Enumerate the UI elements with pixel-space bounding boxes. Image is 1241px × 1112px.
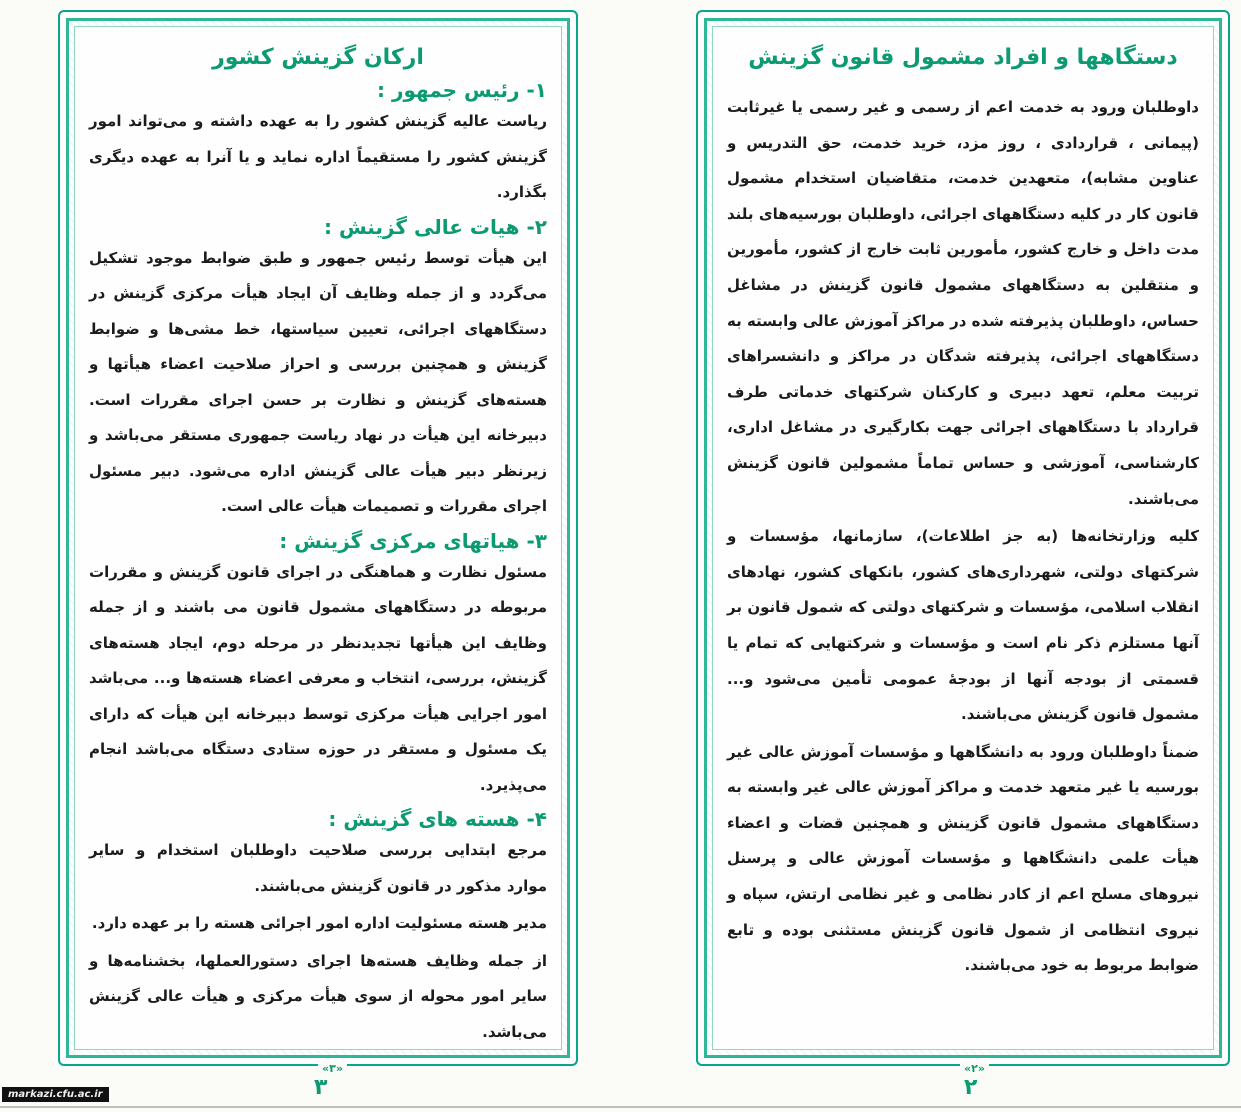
section-paragraph: از جمله وظایف هسته‌ها اجرای دستورالعملها، بخشنامه‌ها و سایر امور محوله از سوی هیأت مرکزی و هیأت عالی گزینش می‌باشد.	[89, 951, 547, 1041]
right-page-content	[712, 26, 1214, 1050]
page-title: دستگاهها و افراد مشمول قانون گزینش	[748, 45, 1178, 70]
body-paragraph: داوطلبان ورود به خدمت اعم از رسمی و غیر رسمی یا غیرثابت (پیمانی ، قراردادی ، روز مزد، خرید خدمت، حق التدریس و عناوین مشابه)، متعهدین خدمت، متقاضیان استخدام مشمول قانون کار در کلیه دستگاههای اجرائی، داوطلبان بورسیه‌های بلند مدت داخل و خارج کشور، مأمورین ثابت خارج از کشور، مأمورین و منتقلین به دستگاههای مشمول قانون گزینش در مشاغل حساس، داوطلبان پذیرفته شده در مراکز آموزش عالی وابسته به دستگاههای اجرائی، پذیرفته شدگان در مراکز و دانشسراهای تربیت معلم، تعهد دبیری و کارکنان شرکتهای خدماتی طرف قرارداد با دستگاههای اجرائی جهت بکارگیری در مشاغل اداری، کارشناسی، آموزشی و حساس تماماً مشمولین قانون گزینش می‌باشند.	[727, 98, 1199, 508]
section-heading-president: ۱- رئیس جمهور :	[377, 78, 547, 102]
scan-bottom-edge	[0, 1106, 1241, 1108]
right-page	[696, 10, 1230, 1100]
section-paragraph: این هیأت توسط رئیس جمهور و طبق ضوابط موجود تشکیل می‌گردد و از جمله وظایف آن ایجاد هیأت مرکزی گزینش در دستگاههای اجرائی، تعیین سیاستها، خط مشی‌ها و ضوابط گزینش و همچنین بررسی و احراز صلاحیت اعضاء هیأتها و هسته‌های گزینش و نظارت بر حسن اجرای مقررات است. دبیرخانه این هیأت در نهاد ریاست جمهوری مستقر می‌باشد و زیرنظر دبیر هیأت عالی گزینش اداره می‌شود. دبیر مسئول اجرای مقررات و تصمیمات هیأت عالی است.	[89, 248, 547, 515]
left-page-content	[74, 26, 562, 1050]
left-page	[58, 10, 578, 1100]
page-number: ۳	[314, 1075, 328, 1100]
page-title: ارکان گزینش کشور	[212, 45, 424, 70]
section-paragraph: مسئول نظارت و هماهنگی در اجرای قانون گزینش و مقررات مربوطه در دستگاههای مشمول قانون می باشند و از جمله وظایف این هیأتها تجدیدنظر در مرحله دوم، ایجاد هسته‌های گزینش، بررسی، انتخاب و معرفی اعضاء هسته‌ها و... می‌باشد امور اجرایی هیأت مرکزی توسط دبیرخانه این هیأت که دارای یک مسئول و مستقر در حوزه ستادی دستگاه می‌باشد انجام می‌پذیرد.	[89, 562, 547, 794]
body-paragraph: ضمناً داوطلبان ورود به دانشگاهها و مؤسسات آموزش عالی غیر بورسیه یا غیر متعهد خدمت و مراکز آموزش عالی غیر وابسته به دستگاههای مشمول قانون گزینش و همچنین قضات و اعضاء هیأت علمی دانشگاهها و مؤسسات آموزش عالی و پرسنل نیروهای مسلح اعم از کادر نظامی و غیر نظامی ارتش، سپاه و نیروی انتظامی از شمول قانون گزینش مستثنی بوده و تابع ضوابط مربوط به خود می‌باشند.	[727, 742, 1199, 975]
site-watermark: markazi.cfu.ac.ir	[2, 1087, 109, 1102]
page-number: ۲	[964, 1075, 978, 1100]
section-paragraph: ریاست عالیه گزینش کشور را به عهده داشته و می‌تواند امور گزینش کشور را مستقیماً اداره نماید و یا آنرا به عهده دیگری بگذارد.	[89, 112, 547, 201]
page-number-label: «۳»	[318, 1062, 347, 1075]
section-paragraph: مدیر هسته مسئولیت اداره امور اجرائی هسته را بر عهده دارد.	[91, 914, 547, 932]
page-number-label: «۲»	[960, 1062, 989, 1075]
section-paragraph: مرجع ابتدایی بررسی صلاحیت داوطلبان استخدام و سایر موارد مذکور در قانون گزینش می‌باشند.	[89, 841, 547, 895]
body-paragraph: کلیه وزارتخانه‌ها (به جز اطلاعات)، سازمانها، مؤسسات و شرکتهای دولتی، شهرداری‌های کشور، بانکهای کشور، نهادهای انقلاب اسلامی، مؤسسات و شرکتهای دولتی که شمول قانون بر آنها مستلزم ذکر نام است و مؤسسات و شرکتهایی که تمام یا قسمتی از بودجه آنها از بودجهٔ عمومی تأمین می‌شود و... مشمول قانون گزینش می‌باشند.	[727, 527, 1199, 724]
section-heading-central-boards: ۳- هیاتهای مرکزی گزینش :	[279, 528, 547, 553]
section-heading-selection-cores: ۴- هسته های گزینش :	[328, 807, 547, 831]
section-heading-high-council: ۲- هیات عالی گزینش :	[324, 214, 547, 239]
